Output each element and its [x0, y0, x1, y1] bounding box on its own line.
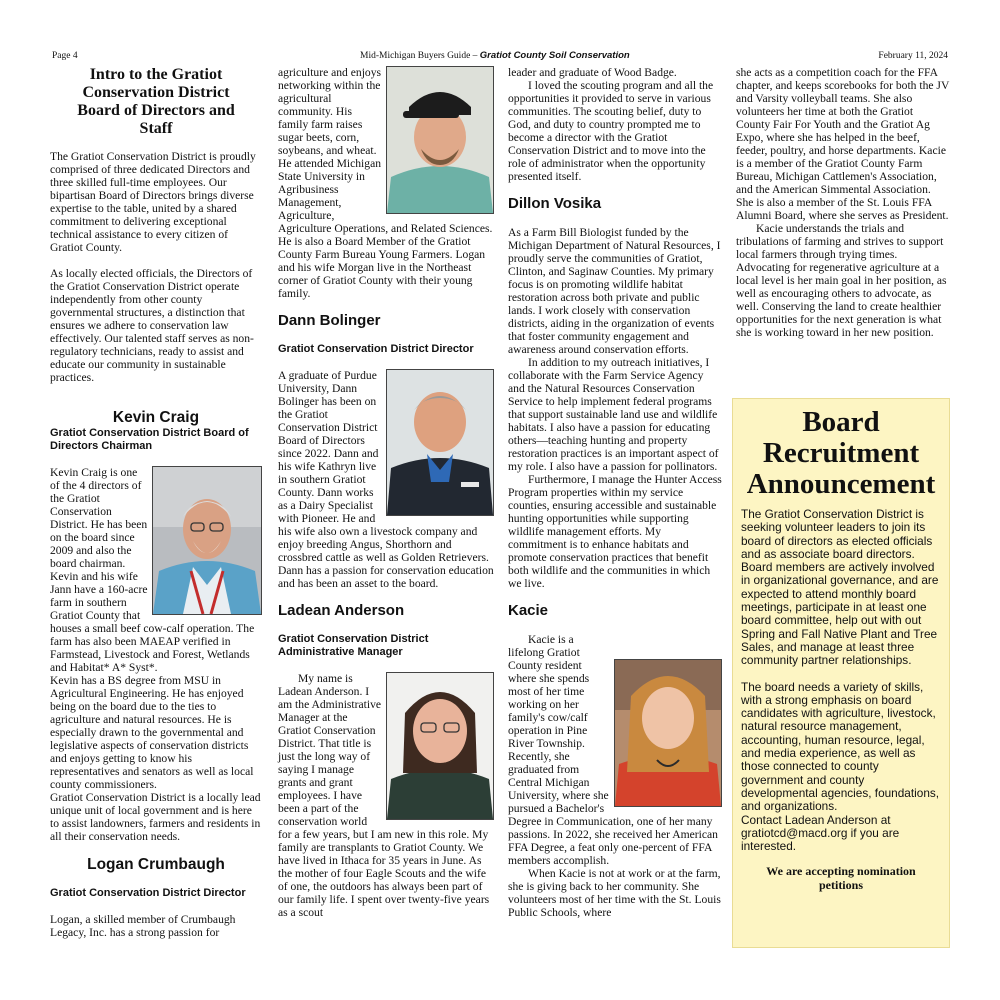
- running-header: [360, 50, 630, 62]
- kevin-role: Gratiot Conservation District Board of Directors Chairman: [50, 427, 249, 452]
- dann-name-heading: Dann Bolinger: [278, 312, 381, 329]
- board-recruitment-paragraph-1: The Gratiot Conservation District is seeking volunteer leaders to join its board of directors as elected officials and as associate board directors. Board members are actively involved in organizational governance, and are expected to attend monthly board meetings, participate in at least one board committee, help out with out Spring and Fall Native Plant and Tree Sales, and manage at least three community partner relationships.: [741, 507, 939, 668]
- logan-portrait-image: [387, 67, 493, 213]
- article-title: Intro to the Gratiot Conservation District Board of Directors and Staff: [77, 66, 235, 137]
- intro-paragraph-1: The Gratiot Conservation District is proudly comprised of three dedicated Directors and three skilled full-time employees. Our bipartisan Board of Directors brings diverse expertise to the table, united by a shared commitment to delivering exceptional technical assistance to every citizen of Gratiot County.: [50, 150, 256, 254]
- dann-paragraph: A graduate of Purdue University, Dann Bolinger has been on the Gratiot Conservation District Board of Directors since 2022. Dann and his wife Kathryn live in southern Gratiot County. Dann works as a Dairy Specialist with Pioneer. He and his wife also own a livestock company and enjoy breeding Angus, Shorthorn and crossbred cattle as well as Golden Retrievers. Dann has a passion for conservation education and has been an asset to the board.: [278, 369, 494, 590]
- ladean-cont-2: I loved the scouting program and all the opportunities it provided to serve in various communities. The scouting belief, duty to God, and duty to country prompted me to become a director with the Gratiot Conservation District and to move into the role of administrator when the opportunity presented itself.: [508, 79, 714, 183]
- kevin-photo: [152, 466, 262, 615]
- ladean-role: Gratiot Conservation District Administrative Manager: [278, 633, 429, 658]
- kevin-paragraph-4: Gratiot Conservation District is a locally lead unique unit of local government and is here to assist landowners, farmers and residents in all their conservation needs.: [50, 791, 261, 843]
- logan-paragraph-start: Logan, a skilled member of Crumbaugh Legacy, Inc. has a strong passion for: [50, 913, 236, 939]
- kevin-paragraph-3: Kevin has a BS degree from MSU in Agricultural Engineering. He has enjoyed being on the board due to the ties to agriculture and natural resources. He is especially drawn to the governmental and legislative aspects of conservation districts and enjoys getting to know his representatives and senators as well as local county commissioners.: [50, 674, 254, 791]
- issue-date: February 11, 2024: [878, 51, 948, 61]
- kevin-name-heading: Kevin Craig: [112, 409, 200, 426]
- section-name: Gratiot County Soil Conservation: [479, 50, 630, 61]
- kevin-paragraph-1: Kevin Craig is one of the 4 directors of the Gratiot Conservation District. He has been on the board since 2009 and also the board chairman.: [50, 466, 148, 570]
- ladean-portrait-image: [387, 673, 493, 819]
- kevin-paragraph-2: Kevin and his wife Jann have a 160-acre farm in southern Gratiot County that houses a small beef cow-calf operation. The farm has also been MAEAP verified in Farmstead, Livestock and Forest, Wetlands and Habitat* A* Syst*.: [50, 570, 255, 674]
- dillon-paragraph-1: As a Farm Bill Biologist funded by the Michigan Department of Natural Resources, I proudly serve the communities of Gratiot, Clinton, and Saginaw Counties. My primary focus is on promoting wildlife habitat restoration across both private and public lands. I work closely with conservation districts, aiding in the organization of events that foster community engagement and awareness around conservation efforts.: [508, 226, 721, 356]
- page-number: Page 4: [52, 51, 78, 61]
- logan-role: Gratiot Conservation District Director: [50, 887, 246, 899]
- column-4: [736, 66, 950, 339]
- intro-paragraph-2: As locally elected officials, the Directors of the Gratiot Conservation District operate independently from other county governmental structures, a distinction that ensures we adhere to conservation law effectively. Our talented staff serves as non-regulatory technicians, ready to assist and educate our community in sustainable practices.: [50, 267, 254, 384]
- ladean-paragraph: My name is Ladean Anderson. I am the Administrative Manager at the Gratiot Conservation District. That title is just the long way of saying I manage grants and grant employees. I have been a part of the conservation world for a few years, but I am new in this role. My family are transplants to Gratiot County. We have lived in Ithaca for 35 years in June. As the mother of four Eagle Scouts and the wife of one, the outdoors has always been part of our family life. I spent over twenty-five years as a scout: [278, 672, 490, 919]
- ladean-name-heading: Ladean Anderson: [278, 602, 405, 619]
- dillon-paragraph-2: In addition to my outreach initiatives, I collaborate with the Farm Service Agency and the Natural Resources Conservation Service to help implement federal programs that support sustainable land use and wildlife habitats. I also have a passion for educating others—teaching hunting and property restoration practices is an important aspect of my role. I also have a passion for pollinators.: [508, 356, 719, 473]
- logan-photo: [386, 66, 494, 214]
- logan-paragraph-cont: agriculture and enjoys networking within the agricultural community. His family farm raises sugar beets, corn, soybeans, and wheat. He attended Michigan State University in Agribusiness Management, Agriculture, Agriculture Operations, and Related Sciences. He is also a Board Member of the Gratiot County Farm Bureau Young Farmers. Logan and his wife Morgan live in the Northeast corner of Gratiot County with their young family.: [278, 66, 493, 300]
- dann-portrait-image: [387, 370, 493, 515]
- kacie-paragraph-2: When Kacie is not at work or at the farm, she is giving back to her community. She volunteers most of her time with the St. Louis Public Schools, where: [508, 867, 721, 919]
- kacie-name-heading: Kacie: [508, 602, 549, 619]
- board-recruitment-box: [732, 398, 950, 948]
- dillon-name-heading: Dillon Vosika: [508, 195, 602, 212]
- kacie-portrait-image: [615, 660, 721, 806]
- logan-name-heading: Logan Crumbaugh: [87, 856, 225, 873]
- dann-photo: [386, 369, 494, 516]
- kacie-photo: [614, 659, 722, 807]
- dillon-paragraph-3: Furthermore, I manage the Hunter Access Program properties within my service counties, ensuring accessible and sustainable hunting opportunities while supporting wildlife management efforts. My commitment is to enhance habitats and promote conservation practices that benefit both wildlife and the communities in which we live.: [508, 473, 722, 590]
- board-recruitment-paragraph-2: The board needs a variety of skills, with a strong emphasis on board candidates with agriculture, livestock, natural resource management, accounting, human resource, legal, and media experience, as well as those connected to county government and county developmental agencies, foundations, and organizations.: [741, 679, 940, 814]
- kevin-portrait-image: [153, 467, 261, 614]
- ladean-photo: [386, 672, 494, 820]
- column-2: [278, 66, 494, 919]
- nomination-petitions-note: We are accepting nomination petitions: [766, 864, 916, 892]
- kacie-paragraph-3: Kacie understands the trials and tribulations of farming and strives to support local farmers through trying times. Advocating for regenerative agriculture at a local level is her main goal in her position, as well as encouraging others to advocate, as well. Conserving the land to create healthier opportunities for the next generation is what she is working toward in her new position.: [736, 222, 947, 339]
- board-recruitment-contact: Contact Ladean Anderson at gratiotcd@macd.org if you are interested.: [741, 812, 900, 854]
- publication-name: Mid-Michigan Buyers Guide –: [360, 51, 480, 61]
- column-3: [508, 66, 722, 919]
- board-recruitment-title: Board Recruitment Announcement: [746, 406, 936, 500]
- dann-role: Gratiot Conservation District Director: [278, 343, 474, 355]
- kacie-paragraph-1: Kacie is a lifelong Gratiot County resident where she spends most of her time working on her family's cow/calf operation in Pine River Township. Recently, she graduated from Central Michigan University, where she pursued a Bachelor's Degree in Communication, one of her many passions. In 2022, she received her American FFA Degree, a feat only one-percent of FFA members accomplish.: [508, 633, 718, 867]
- column-1: [50, 66, 262, 939]
- kacie-paragraph-cont: she acts as a competition coach for the FFA chapter, and keeps scorebooks for both the JV and Varsity volleyball teams. She also volunteers her time at both the Gratiot County Fair For Youth and the Gratiot Ag Expo, where she has helped in the beef, feeder, poultry, and horse departments. Kacie is a member of the Gratiot County Farm Bureau, Michigan Cattlemen's Association, and the American Simmental Association. She is also a member of the St. Louis FFA Alumni Board, where she serves as President.: [736, 66, 950, 222]
- ladean-cont-1: leader and graduate of Wood Badge.: [508, 66, 677, 79]
